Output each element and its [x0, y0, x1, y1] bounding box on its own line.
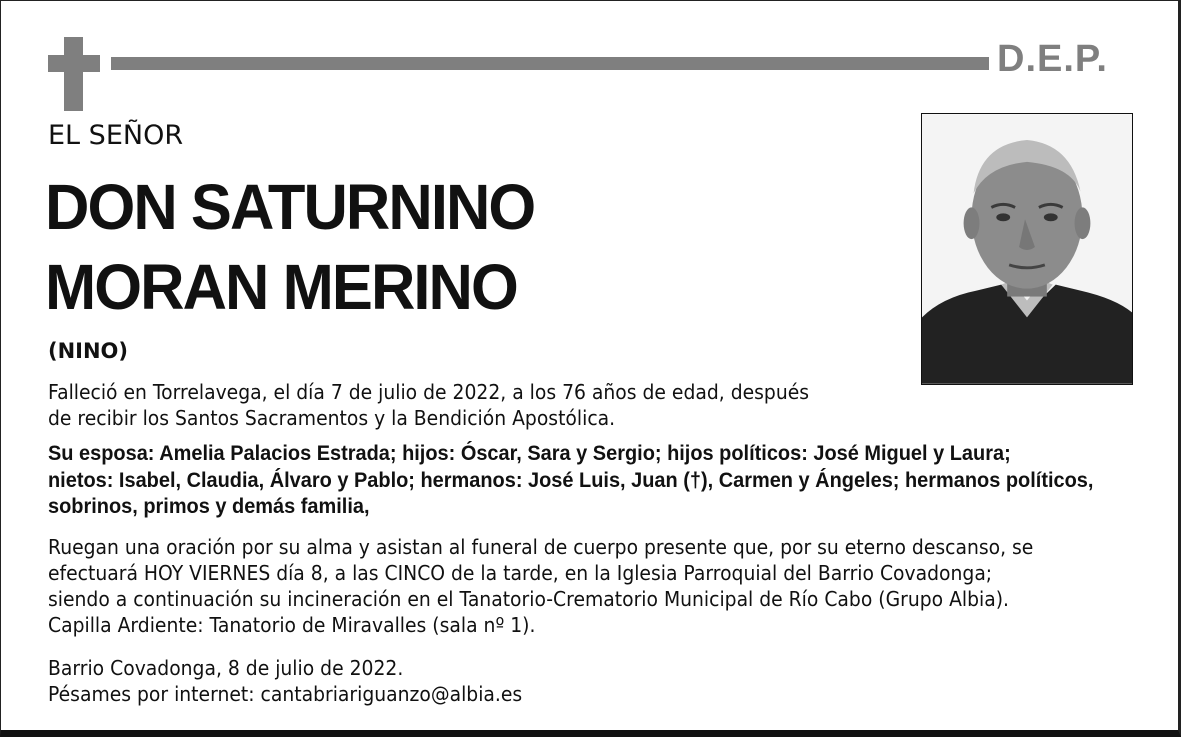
text-line: de recibir los Santos Sacramentos y la Bendición Apostólica. — [48, 406, 616, 430]
text-line: nietos: Isabel, Claudia, Álvaro y Pablo; hermanos: José Luis, Juan (†), Carmen y Ángeles; hermanos políticos, — [48, 468, 1094, 492]
name-line: MORAN MERINO — [45, 251, 517, 323]
text-line: Falleció en Torrelavega, el día 7 de julio de 2022, a los 76 años de edad, después — [48, 380, 810, 404]
name-line: DON SATURNINO — [45, 171, 535, 243]
place-date: Barrio Covadonga, 8 de julio de 2022. — [48, 656, 404, 680]
text-line: siendo a continuación su incineración en el Tanatorio-Crematorio Municipal de Río Cabo (Grupo Albia). — [48, 587, 1010, 611]
family-list — [48, 441, 1093, 521]
nickname: (NINO) — [48, 339, 129, 363]
death-details — [48, 379, 809, 431]
dep-label: D.E.P. — [997, 38, 1108, 80]
condolences-line: Pésames por internet: cantabriariguanzo@albia.es — [48, 682, 523, 706]
honorific-title: EL SEÑOR — [48, 120, 184, 151]
text-line: Ruegan una oración por su alma y asistan al funeral de cuerpo presente que, por su eterno descanso, se — [48, 535, 1034, 559]
deceased-name — [45, 167, 534, 327]
cross-icon — [48, 37, 100, 111]
text-line: sobrinos, primos y demás familia, — [48, 495, 370, 518]
funeral-details — [48, 534, 1033, 638]
text-line: Capilla Ardiente: Tanatorio de Miravalles (sala nº 1). — [48, 613, 536, 637]
header-rule — [111, 57, 989, 70]
text-line: efectuará HOY VIERNES día 8, a las CINCO de la tarde, en la Iglesia Parroquial del Barrio Covadonga; — [48, 561, 993, 585]
portrait-photo — [921, 113, 1133, 385]
text-line: Su esposa: Amelia Palacios Estrada; hijos: Óscar, Sara y Sergio; hijos políticos: José Miguel y Laura; — [48, 442, 1011, 465]
footer — [48, 655, 522, 707]
